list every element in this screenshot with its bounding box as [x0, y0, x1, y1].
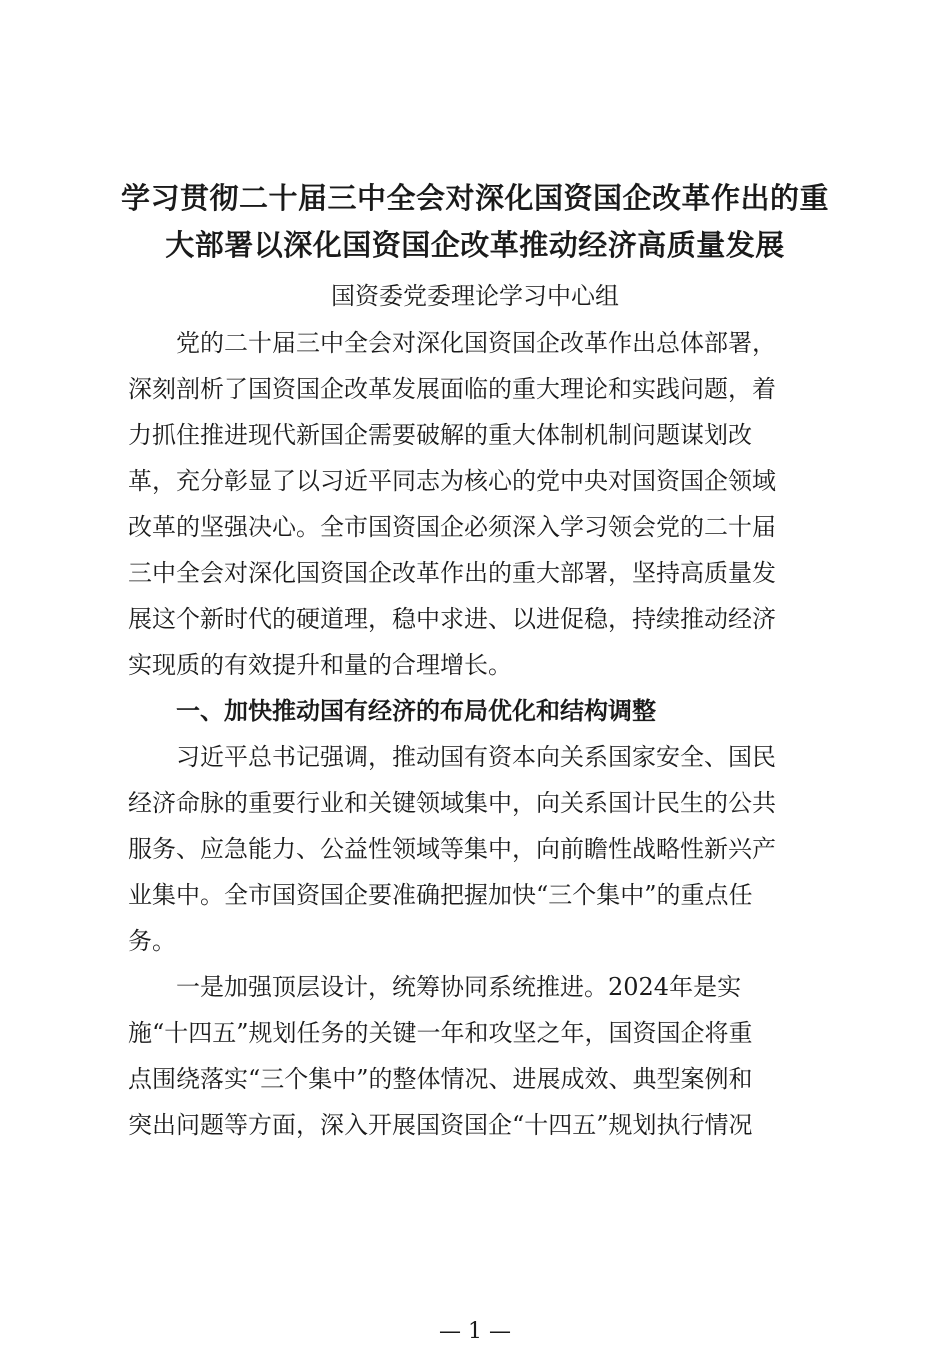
- body-line: 展这个新时代的硬道理，稳中求进、以进促稳，持续推动经济: [128, 605, 776, 633]
- body-line: 施“十四五”规划任务的关键一年和攻坚之年，国资国企将重: [128, 1019, 753, 1047]
- section-heading: 一、加快推动国有经济的布局优化和结构调整: [128, 697, 656, 725]
- page-number: — 1 —: [439, 1319, 511, 1344]
- body-line: 习近平总书记强调，推动国有资本向关系国家安全、国民: [128, 743, 776, 771]
- body-line: 三中全会对深化国资国企改革作出的重大部署，坚持高质量发: [128, 559, 776, 587]
- document-title-line-1: 学习贯彻二十届三中全会对深化国资国企改革作出的重: [120, 181, 829, 215]
- body-line: 深刻剖析了国资国企改革发展面临的重大理论和实践问题，着: [128, 375, 776, 403]
- body-line: 点围绕落实“三个集中”的整体情况、进展成效、典型案例和: [128, 1065, 753, 1093]
- document-author: 国资委党委理论学习中心组: [331, 282, 619, 310]
- body-line: 突出问题等方面，深入开展国资国企“十四五”规划执行情况: [128, 1111, 753, 1139]
- body-line: 改革的坚强决心。全市国资国企必须深入学习领会党的二十届: [128, 513, 776, 541]
- body-line: 经济命脉的重要行业和关键领域集中，向关系国计民生的公共: [128, 789, 776, 817]
- body-line: 业集中。全市国资国企要准确把握加快“三个集中”的重点任: [128, 881, 753, 909]
- document-title-line-2: 大部署以深化国资国企改革推动经济高质量发展: [165, 228, 785, 262]
- body-line: 务。: [128, 927, 176, 955]
- body-line: 一是加强顶层设计，统筹协同系统推进。2024年是实: [128, 973, 742, 1001]
- body-line: 服务、应急能力、公益性领域等集中，向前瞻性战略性新兴产: [128, 835, 776, 863]
- body-line: 力抓住推进现代新国企需要破解的重大体制机制问题谋划改: [128, 421, 752, 449]
- body-line: 革，充分彰显了以习近平同志为核心的党中央对国资国企领域: [128, 467, 776, 495]
- body-line: 党的二十届三中全会对深化国资国企改革作出总体部署，: [128, 329, 776, 357]
- body-line: 实现质的有效提升和量的合理增长。: [128, 651, 512, 679]
